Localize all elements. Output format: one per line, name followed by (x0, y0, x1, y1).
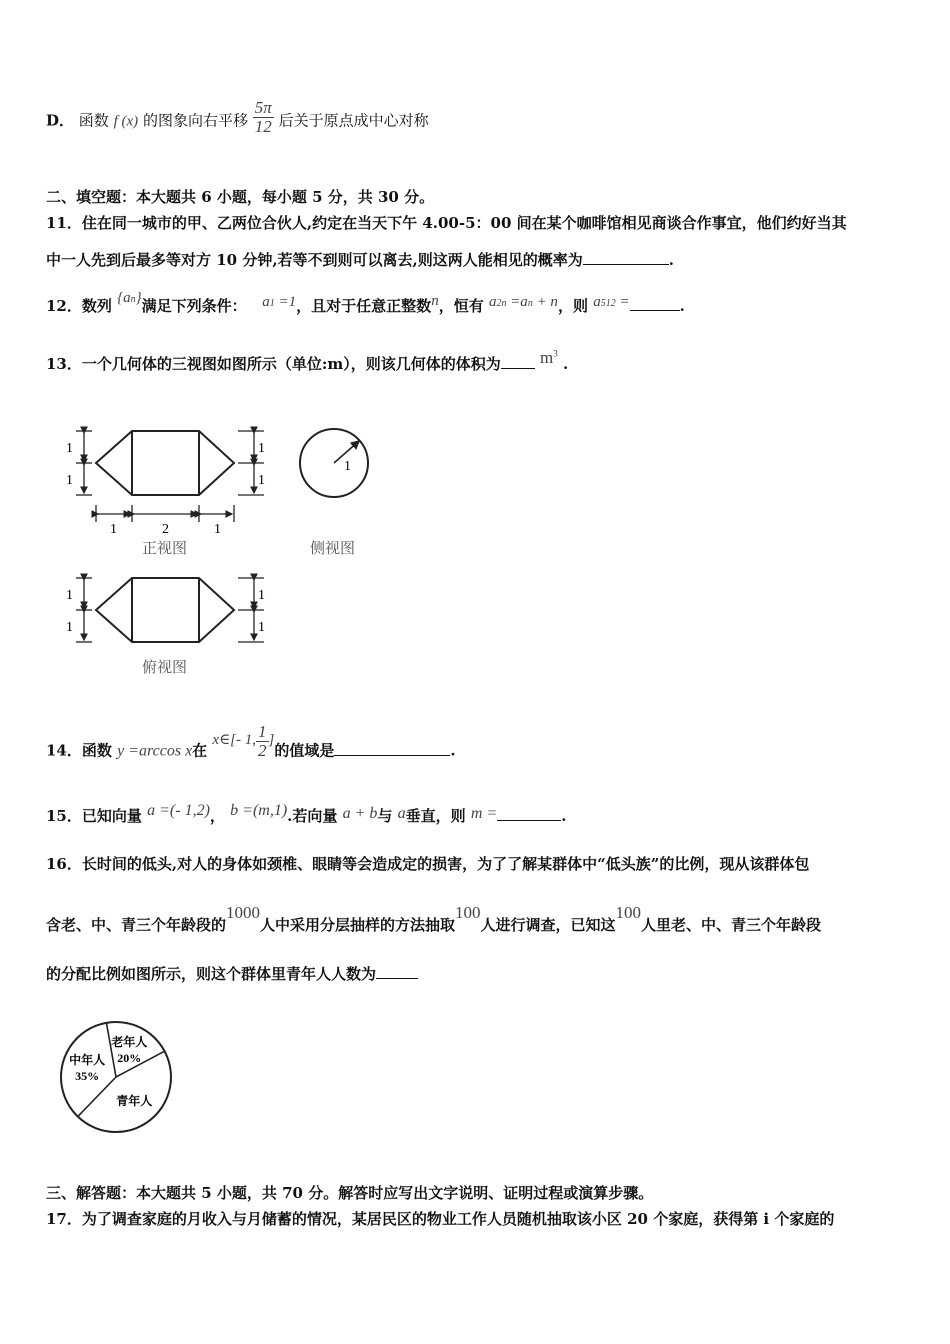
top-view-label: 俯视图 (142, 660, 188, 676)
vector-sum: a + b (342, 805, 378, 822)
rec-sub: 2n (496, 298, 507, 309)
q15-sep: ， (209, 807, 225, 825)
q16-line3-text: 的分配比例如图所示，则这个群体里青年人人数为 (46, 965, 377, 983)
q16-l2a: 含老、中、青三个年龄段的 (46, 916, 227, 934)
q13 (46, 348, 569, 374)
option-d-pre: 函数 (78, 111, 109, 130)
option-d-label: D． (46, 111, 75, 130)
q14 (46, 722, 456, 770)
seq-sub: n (130, 294, 136, 305)
a512-eq: = (615, 294, 630, 310)
front-bottom-dims (96, 505, 234, 522)
unit-m: m (540, 348, 554, 367)
fraction-1-2 (256, 723, 269, 760)
section-2-title: 二、填空题：本大题共 6 小题，每小题 5 分，共 30 分。 (46, 188, 435, 206)
fraction-5pi-12 (253, 99, 274, 136)
q15 (46, 802, 567, 826)
a1-expr (262, 294, 296, 310)
pie-value: 35% (75, 1069, 100, 1084)
q14-end: . (450, 741, 456, 760)
seq-close: } (135, 290, 142, 306)
q13-end: . (563, 355, 569, 373)
q16-l2b: 人中采用分层抽样的方法抽取 (260, 916, 456, 934)
front-view (96, 431, 234, 495)
unit-sup: 3 (553, 348, 558, 359)
vector-a: a =(- 1,2) (147, 802, 210, 819)
dim-label: 1 (214, 522, 221, 537)
q17-line1: 17．为了调查家庭的月收入与月储蓄的情况，某居民区的物业工作人员随机抽取该小区 20 个家庭，获得第 i 个家庭的 (46, 1210, 835, 1228)
q12-then: ，则 (557, 297, 588, 315)
q16-l2d: 人里老、中、青三个年龄段 (641, 916, 822, 934)
domain-close: ] (268, 731, 275, 748)
front-left-dims (76, 431, 92, 495)
dim-label: 1 (66, 620, 73, 635)
answer-blank[interactable] (376, 977, 418, 979)
q15-mid: .若向量 (287, 807, 338, 825)
rec-a: a (488, 294, 497, 310)
q16-l2c: 人进行调查，已知这 (480, 916, 616, 934)
sequence-an (117, 290, 142, 306)
q12-end: . (679, 297, 685, 315)
dim-label: 1 (258, 620, 265, 635)
option-d-post: 后关于原点成中心对称 (278, 111, 429, 130)
three-view-svg (46, 410, 386, 685)
domain-pre: x∈[- 1, (212, 731, 257, 748)
dim-label: 2 (162, 522, 169, 537)
recurrence (489, 294, 558, 310)
q11-line2-text: 中一人先到后最多等对方 10 分钟,若等不到则可以离去,则这两人能相见的概率为 (46, 251, 583, 269)
pie-label: 老年人 (111, 1034, 148, 1049)
q14-post: 的值域是 (274, 741, 335, 760)
answer-blank[interactable] (334, 754, 450, 756)
q13-text: 13．一个几何体的三视图如图所示（单位:m），则该几何体的体积为 (46, 355, 501, 373)
number-1000: 1000 (226, 903, 261, 922)
a512-sub: 512 (600, 298, 616, 309)
frac-numerator: 1 (258, 722, 267, 741)
answer-blank[interactable] (497, 819, 561, 821)
m-var: m = (470, 805, 498, 822)
vector-b: b =(m,1) (230, 802, 288, 819)
top-view (96, 578, 234, 642)
q15-end: . (561, 807, 567, 825)
dim-label: 1 (258, 588, 265, 603)
answer-blank[interactable] (501, 367, 535, 369)
answer-blank[interactable] (583, 263, 669, 265)
a1-sub: 1 (269, 298, 275, 309)
top-left-dims (76, 578, 92, 642)
side-view-label: 侧视图 (310, 541, 356, 557)
function-arccos: y =arccos x (117, 742, 193, 760)
number-100: 100 (455, 903, 481, 922)
pie-label: 青年人 (116, 1094, 153, 1109)
q12-mid: ，且对于任意正整数 (296, 297, 432, 315)
dim-label: 1 (66, 588, 73, 603)
radius-label: 1 (344, 459, 351, 474)
q11-end: . (668, 251, 675, 269)
pie-label: 中年人 (69, 1053, 106, 1068)
number-100: 100 (615, 903, 642, 922)
q12-cond: 满足下列条件： (141, 297, 247, 315)
option-d (46, 98, 429, 140)
dim-label: 1 (258, 473, 265, 488)
q15-num: 15．已知向量 (46, 807, 142, 825)
frac-denominator: 2 (258, 741, 267, 760)
dim-label: 1 (66, 441, 73, 456)
dim-label: 1 (66, 473, 73, 488)
q11-line2 (46, 249, 674, 270)
q12-num: 12．数列 (46, 297, 112, 315)
q16-line2 (46, 903, 822, 935)
section-3-title: 三、解答题：本大题共 5 小题，共 70 分。解答时应写出文字说明、证明过程或演算步骤。 (46, 1184, 654, 1202)
age-pie-chart (56, 1015, 176, 1140)
dim-label: 1 (258, 441, 265, 456)
q15-post: 垂直，则 (405, 807, 466, 825)
q16-line1: 16．长时间的低头,对人的身体如颈椎、眼睛等会造成定的损害，为了了解某群体中“低头族”的比例，现从该群体包 (46, 855, 810, 873)
frac-denominator: 12 (254, 117, 272, 136)
q15-with: 与 (377, 807, 393, 825)
n-var: n (431, 293, 439, 309)
function-fx: f (x) (113, 113, 139, 130)
frac-numerator: 5π (254, 98, 272, 117)
pie-value: 20% (117, 1050, 142, 1065)
three-view-figure (46, 410, 386, 685)
seq-open: {a (117, 290, 131, 306)
unit-m3 (540, 348, 558, 367)
vector-a2: a (397, 805, 406, 822)
pie-svg (56, 1015, 176, 1140)
rec-eq: =a (506, 294, 528, 310)
q11-line1: 11．住在同一城市的甲、乙两位合伙人,约定在当天下午 4.00-5：00 间在某个咖啡馆相见商谈合作事宜，他们约好当其 (46, 214, 847, 232)
q12 (46, 290, 685, 316)
q12-mid2: ，恒有 (438, 297, 484, 315)
pie-slice-boundary (106, 1023, 116, 1077)
a1-eq: =1 (274, 294, 297, 310)
a512-expr (593, 294, 629, 310)
a512: a (593, 294, 601, 310)
rec-plus: + n (532, 294, 558, 310)
dim-label: 1 (110, 522, 117, 537)
q14-in: 在 (192, 741, 208, 760)
a1: a (262, 294, 270, 310)
q16-line3 (46, 963, 418, 984)
q14-num: 14．函数 (46, 741, 112, 760)
rec-sub2: n (527, 298, 533, 309)
front-view-label: 正视图 (142, 541, 188, 557)
option-d-mid: 的图象向右平移 (142, 111, 248, 130)
answer-blank[interactable] (630, 309, 680, 311)
